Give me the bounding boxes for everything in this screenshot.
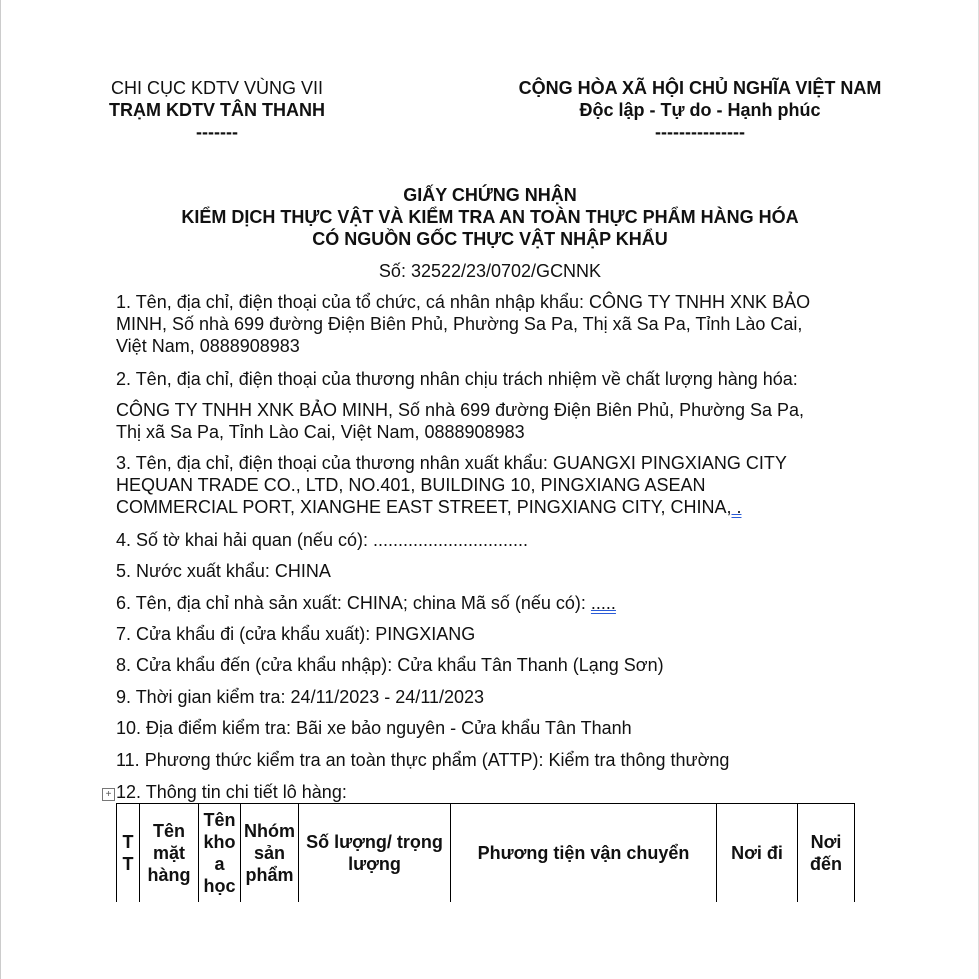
- col-header-transport: Phương tiện vận chuyển: [451, 804, 717, 903]
- table-move-handle-icon[interactable]: +: [102, 788, 115, 801]
- item-10: 10. Địa điểm kiểm tra: Bãi xe bảo nguyên - Cửa khẩu Tân Thanh: [116, 718, 632, 738]
- item-3-line: HEQUAN TRADE CO., LTD, NO.401, BUILDING 10, PINGXIANG ASEAN: [116, 475, 706, 495]
- item-5: 5. Nước xuất khẩu: CHINA: [116, 561, 331, 581]
- left-rule: -------: [196, 122, 238, 142]
- col-header-item-name: Tên mặt hàng: [140, 804, 199, 903]
- item-3-link[interactable]: , .: [726, 497, 742, 517]
- item-12: 12. Thông tin chi tiết lô hàng:: [116, 782, 347, 802]
- col-header-quantity: Số lượng/ trọng lượng: [299, 804, 451, 903]
- col-header-product-group: Nhóm sản phẩm: [241, 804, 299, 903]
- item-3-text: COMMERCIAL PORT, XIANGHE EAST STREET, PINGXIANG CITY, CHINA: [116, 497, 727, 517]
- item-3-line: [116, 497, 741, 518]
- col-header-tt: T T: [117, 804, 140, 903]
- motto: Độc lập - Tự do - Hạnh phúc: [579, 100, 821, 120]
- doc-number: Số: 32522/23/0702/GCNNK: [378, 261, 602, 281]
- item-1-line: MINH, Số nhà 699 đường Điện Biên Phủ, Phường Sa Pa, Thị xã Sa Pa, Tỉnh Lào Cai,: [116, 314, 803, 334]
- station-name: TRẠM KDTV TÂN THANH: [109, 100, 325, 120]
- col-header-destination: Nơi đến: [798, 804, 855, 903]
- item-6-text: 6. Tên, địa chỉ nhà sản xuất: CHINA; china Mã số (nếu có):: [116, 593, 591, 613]
- col-header-scientific-name: Tên kho a học: [199, 804, 241, 903]
- table-header-row: [117, 804, 855, 903]
- doc-title: GIẤY CHỨNG NHẬN: [403, 185, 577, 205]
- item-6-link[interactable]: .....: [590, 593, 616, 613]
- item-7: 7. Cửa khẩu đi (cửa khẩu xuất): PINGXIANG: [116, 624, 476, 644]
- page-edge: [0, 0, 1, 979]
- right-rule: ---------------: [655, 122, 745, 142]
- item-2-line: 2. Tên, địa chỉ, điện thoại của thương nhân chịu trách nhiệm về chất lượng hàng hóa:: [116, 369, 798, 389]
- item-1-line: 1. Tên, địa chỉ, điện thoại của tổ chức, cá nhân nhập khẩu: CÔNG TY TNHH XNK BẢO: [116, 292, 811, 312]
- doc-subtitle-1: KIỂM DỊCH THỰC VẬT VÀ KIỂM TRA AN TOÀN THỰC PHẨM HÀNG HÓA: [181, 207, 799, 227]
- item-2-line: CÔNG TY TNHH XNK BẢO MINH, Số nhà 699 đường Điện Biên Phủ, Phường Sa Pa,: [116, 400, 805, 420]
- item-2-line: Thị xã Sa Pa, Tỉnh Lào Cai, Việt Nam, 0888908983: [116, 422, 525, 442]
- item-9: 9. Thời gian kiểm tra: 24/11/2023 - 24/11/2023: [116, 687, 485, 707]
- agency-name: CHI CỤC KDTV VÙNG VII: [110, 78, 324, 98]
- shipment-table: [116, 803, 855, 902]
- item-8: 8. Cửa khẩu đến (cửa khẩu nhập): Cửa khẩu Tân Thanh (Lạng Sơn): [116, 655, 664, 675]
- item-11: 11. Phương thức kiểm tra an toàn thực phẩm (ATTP): Kiểm tra thông thường: [116, 750, 730, 770]
- item-1-line: Việt Nam, 0888908983: [116, 336, 300, 356]
- item-6: [116, 593, 616, 614]
- country-name: CỘNG HÒA XÃ HỘI CHỦ NGHĨA VIỆT NAM: [518, 78, 882, 98]
- item-3-line: 3. Tên, địa chỉ, điện thoại của thương nhân xuất khẩu: GUANGXI PINGXIANG CITY: [116, 453, 787, 473]
- doc-subtitle-2: CÓ NGUỒN GỐC THỰC VẬT NHẬP KHẨU: [312, 229, 668, 249]
- item-4: 4. Số tờ khai hải quan (nếu có): ...............................: [116, 530, 528, 550]
- col-header-origin: Nơi đi: [717, 804, 798, 903]
